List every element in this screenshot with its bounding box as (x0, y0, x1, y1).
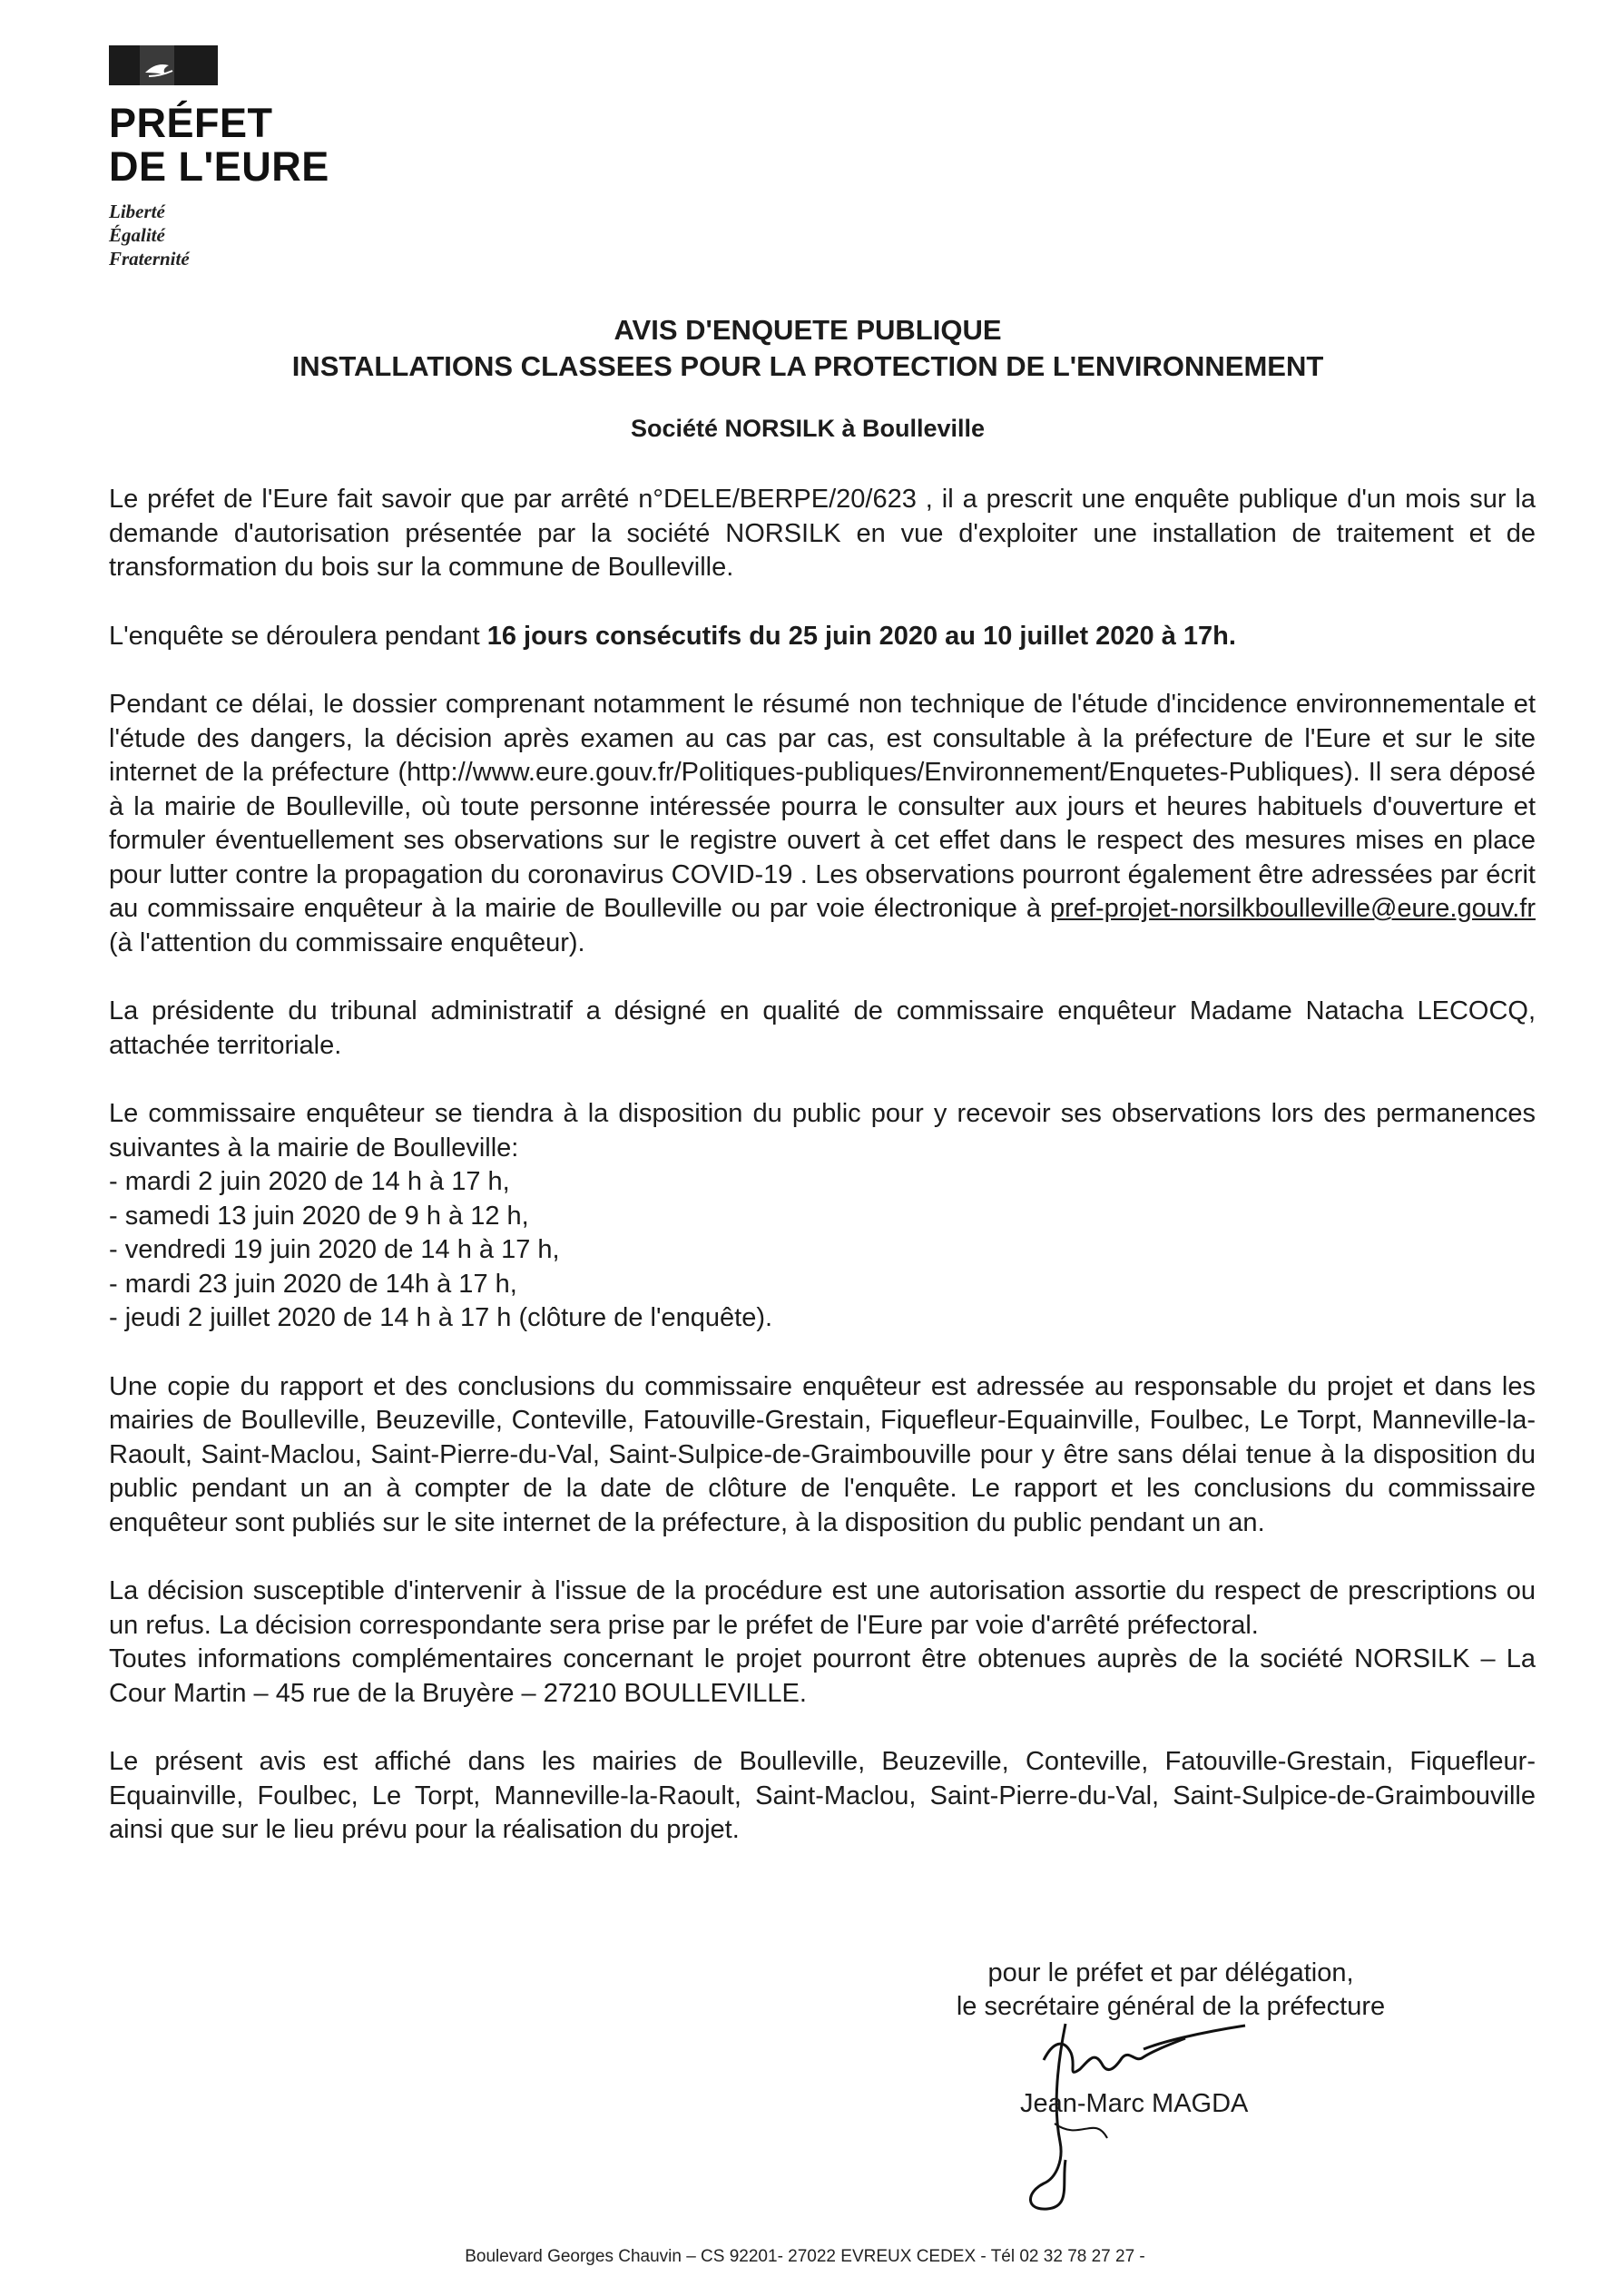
notice-category: INSTALLATIONS CLASSEES POUR LA PROTECTION DE L'ENVIRONNEMENT (291, 350, 1324, 382)
permanences-list (109, 1165, 1536, 1336)
prefecture-logo (109, 45, 417, 270)
notice-body (109, 483, 1536, 1882)
permanence-item: - vendredi 19 juin 2020 de 14 h à 17 h, (109, 1235, 560, 1264)
motto-liberte: Liberté (109, 201, 165, 222)
permanence-item: - jeudi 2 juillet 2020 de 14 h à 17 h (clôture de l'enquête). (109, 1303, 773, 1332)
paragraph-consultation (109, 688, 1536, 960)
dates-prefix: L'enquête se déroulera pendant (109, 621, 487, 651)
republic-motto (109, 200, 417, 270)
notice-subject: Société NORSILK à Boulleville (630, 415, 986, 442)
handwritten-signature (1007, 2006, 1307, 2242)
paragraph-decision: La décision susceptible d'intervenir à l'issue de la procédure est une autorisation assortie du respect de prescriptions ou un refus. La décision correspondante sera prise par le préfet de l'Eure par voie d'arrêté préfectoral. (109, 1576, 1536, 1640)
paragraph-information: Toutes informations complémentaires concernant le projet pourront être obtenues auprès de la société NORSILK – La Cour Martin – 45 rue de la Bruyère – 27210 BOULLEVILLE. (109, 1644, 1536, 1708)
permanence-item: - samedi 13 juin 2020 de 9 h à 12 h, (109, 1201, 529, 1231)
permanence-item: - mardi 2 juin 2020 de 14 h à 17 h, (109, 1167, 510, 1196)
paragraph-display: Le présent avis est affiché dans les mairies de Boulleville, Beuzeville, Conteville, Fatouville-Grestain, Fiquefleur-Equainville, Foulbec, Le Torpt, Manneville-la-Raoult, Saint-Maclou, Saint-Pierre-du-Val, Saint-Sulpice-de-Graimbouville ainsi que sur le lieu prévu pour la réalisation du projet. (109, 1747, 1536, 1844)
dates-period: 16 jours consécutifs du 25 juin 2020 au 10 juillet 2020 à 17h. (486, 621, 1236, 651)
paragraph-permanences-intro: Le commissaire enquêteur se tiendra à la disposition du public pour y recevoir ses observations lors des permanences suivantes à la mairie de Boulleville: (109, 1099, 1536, 1163)
signatory-name: Jean-Marc MAGDA (1020, 2089, 1249, 2118)
paragraph-dates (109, 620, 1536, 654)
consultation-suffix: (à l'attention du commissaire enquêteur). (109, 927, 585, 957)
paragraph-order: Le préfet de l'Eure fait savoir que par arrêté n°DELE/BERPE/20/623 , il a prescrit une enquête publique d'un mois sur la demande d'autorisation présentée par la société NORSILK en vue d'exploiter une installation de traitement et de transformation du bois sur la commune de Boulleville. (109, 485, 1536, 582)
footer-address: Boulevard Georges Chauvin – CS 92201- 27022 EVREUX CEDEX - Tél 02 32 78 27 27 - (465, 2247, 1145, 2266)
paragraph-commissioner: La présidente du tribunal administratif a désigné en qualité de commissaire enquêteur Madame Natacha LECOCQ, attachée territoriale. (109, 996, 1536, 1060)
consultation-text: Pendant ce délai, le dossier comprenant notamment le résumé non technique de l'étude d'incidence environnementale et l'étude des dangers, la décision après examen au cas par cas, est consultable à la préfecture de l'Eure et sur le site internet de la préfecture (http://www.eure.gouv.fr/Politiques-publiques/Environnement/Enquetes-Publiques). Il sera déposé à la mairie de Boulleville, où toute personne intéressée pourra le consulter aux jours et heures habituels d'ouverture et formuler éventuellement ses observations sur le registre ouvert à cet effet dans le respect des mesures mises en place pour lutter contre la propagation du coronavirus COVID-19 . Les observations pourront également être adressées par écrit au commissaire enquêteur à la mairie de Boulleville ou par voie électronique à (109, 690, 1536, 923)
permanence-item: - mardi 23 juin 2020 de 14h à 17 h, (109, 1269, 517, 1299)
notice-title: AVIS D'ENQUETE PUBLIQUE (614, 314, 1002, 346)
motto-fraternite: Fraternité (109, 248, 190, 270)
marianne-icon (109, 45, 218, 85)
motto-egalite: Égalité (109, 224, 165, 246)
contact-email-link[interactable]: pref-projet-norsilkboulleville@eure.gouv.fr (1049, 894, 1536, 923)
signatory-title: le secrétaire général de la préfecture (956, 1992, 1386, 2021)
delegation-line: pour le préfet et par délégation, (987, 1958, 1354, 1987)
authority-name-line1: PRÉFET (109, 100, 273, 146)
authority-name-line2: DE L'EURE (109, 143, 329, 190)
paragraph-report: Une copie du rapport et des conclusions du commissaire enquêteur est adressée au responsable du projet et dans les mairies de Boulleville, Beuzeville, Conteville, Fatouville-Grestain, Fiquefleur-Equainville, Foulbec, Le Torpt, Manneville-la-Raoult, Saint-Maclou, Saint-Pierre-du-Val, Saint-Sulpice-de-Graimbouville pour y être sans délai tenue à la disposition du public pendant un an à compter de la date de clôture de l'enquête. Le rapport et les conclusions du commissaire enquêteur sont publiés sur le site internet de la préfecture, à la disposition du public pendant un an. (109, 1371, 1536, 1537)
notice-title-block (109, 312, 1507, 445)
